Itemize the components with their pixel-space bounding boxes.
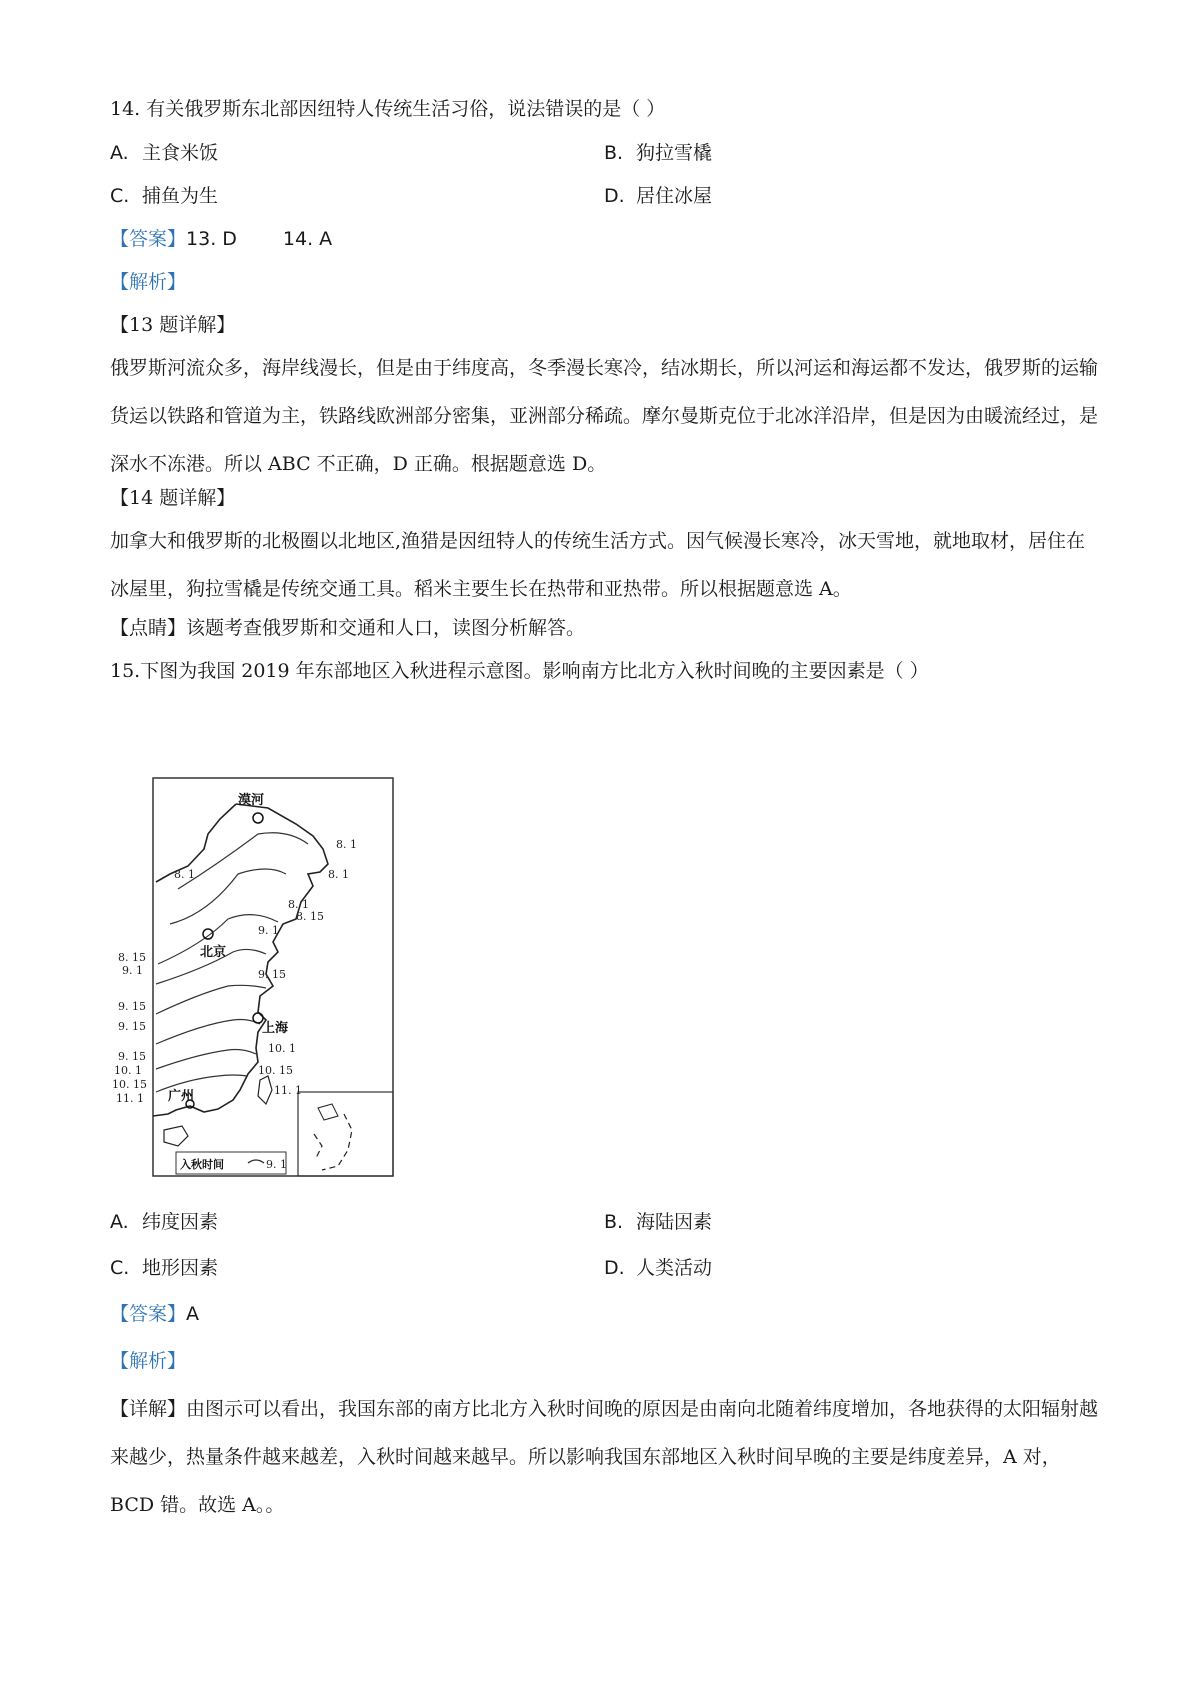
isoline-label: 11. 1 [116,1092,144,1105]
isoline-label: 8. 1 [174,868,195,881]
q15-option-b [604,1210,712,1234]
option-letter: D. [604,185,625,207]
isoline-label: 10. 1 [114,1064,142,1077]
isoline-label: 10. 1 [268,1042,296,1055]
city-beijing: 北京 [200,945,227,960]
isoline-label: 8. 1 [328,868,349,881]
coastline [153,804,328,1116]
q14-option-d [604,184,712,208]
isoline [156,1050,256,1070]
option-text: 地形因素 [142,1257,219,1279]
detail-15-tag: 【详解】 [110,1398,187,1420]
isoline-label: 9. 15 [118,1050,146,1063]
q15-option-a [110,1210,218,1234]
q14-option-c [110,184,218,208]
detail-15-paragraph [110,1385,1100,1529]
isoline [156,1020,260,1045]
mohe-marker [253,813,263,823]
legend-title: 入秋时间 [180,1158,224,1171]
option-letter: C. [110,185,130,207]
isoline-label: 10. 15 [112,1078,147,1091]
answer-tag: 【答案】 [110,228,187,250]
q14-option-b [604,141,712,165]
q15-option-d [604,1256,712,1280]
isoline [156,985,266,1014]
answer-line-15 [110,1302,199,1326]
option-letter: B. [604,142,624,164]
q14-option-a [110,141,218,165]
isoline-label: 8. 1 [336,838,357,851]
detail-14-text: 加拿大和俄罗斯的北极圈以北地区,渔猎是因纽特人的传统生活方式。因气候漫长寒冷，冰天雪地，就地取材，居住在冰屋里，狗拉雪橇是传统交通工具。稻米主要生长在热带和亚热带。所以根据题意选 A。 [110,530,1086,600]
option-letter: D. [604,1257,625,1279]
option-text: 海陆因素 [636,1211,713,1233]
option-text: 捕鱼为生 [142,185,219,207]
inset-border [314,1134,322,1158]
isoline [178,833,308,889]
option-letter: A. [110,1211,129,1233]
inset-border [322,1114,352,1170]
option-letter: C. [110,1257,130,1279]
inset-island [318,1104,338,1120]
question-15-stem: 15.下图为我国 2019 年东部地区入秋进程示意图。影响南方比北方入秋时间晚的主要因素是（ ） [110,660,929,682]
isoline-label: 11. 1 [274,1084,302,1097]
city-guangzhou: 广州 [168,1089,195,1104]
isoline-label: 10. 15 [258,1064,293,1077]
analysis-tag: 【解析】 [110,271,187,293]
hainan-outline [164,1126,188,1146]
option-letter: A. [110,142,129,164]
isoline-label: 9. 1 [258,924,279,937]
answer-line-13-14 [110,227,332,251]
detail-15-text: 由图示可以看出，我国东部的南方比北方入秋时间晚的原因是由南向北随着纬度增加，各地获得的太阳辐射越来越少，热量条件越来越差，入秋时间越来越早。所以影响我国东部地区入秋时间早晚的主要是纬度差异，A 对，BCD 错。故选 A。。 [110,1398,1099,1516]
option-text: 居住冰屋 [636,185,713,207]
city-mohe: 漠河 [238,793,265,808]
option-text: 狗拉雪橇 [636,142,713,164]
isoline-label: 8. 15 [296,910,324,923]
isoline-label: 8. 1 [288,898,309,911]
analysis-tag: 【解析】 [110,1350,187,1372]
northern-border [156,804,236,882]
isoline-label: 9. 15 [118,1000,146,1013]
south-sea-inset [298,1092,393,1176]
answer-15: A [186,1303,200,1325]
city-shanghai: 上海 [262,1021,289,1036]
autumn-onset-map [108,774,398,1178]
isoline-label: 9. 15 [118,1020,146,1033]
isoline-label: 8. 15 [118,951,146,964]
option-text: 人类活动 [636,1257,713,1279]
answer-tag: 【答案】 [110,1303,187,1325]
isoline-label: 9. 15 [258,968,286,981]
answer-14: 14. A [282,228,333,250]
comment-line: 【点睛】该题考查俄罗斯和交通和人口，读图分析解答。 [110,617,586,639]
option-text: 纬度因素 [142,1211,219,1233]
detail-14-heading: 【14 题详解】 [110,487,236,509]
q15-option-c [110,1256,218,1280]
legend-value: 9. 1 [266,1158,287,1171]
option-text: 主食米饭 [142,142,219,164]
detail-13-heading: 【13 题详解】 [110,314,236,336]
isoline-label: 9. 1 [122,964,143,977]
question-14-stem: 14. 有关俄罗斯东北部因纽特人传统生活习俗，说法错误的是（ ） [110,98,666,120]
detail-13-text: 俄罗斯河流众多，海岸线漫长，但是由于纬度高，冬季漫长寒冷，结冰期长，所以河运和海运都不发达，俄罗斯的运输货运以铁路和管道为主，铁路线欧洲部分密集，亚洲部分稀疏。摩尔曼斯克位于北冰洋沿岸，但是因为由暖流经过，是深水不冻港。所以 ABC 不正确，D 正确。根据题意选 D。 [110,357,1099,475]
taiwan-outline [258,1076,272,1104]
option-letter: B. [604,1211,624,1233]
answer-13: 13. D [186,228,237,250]
